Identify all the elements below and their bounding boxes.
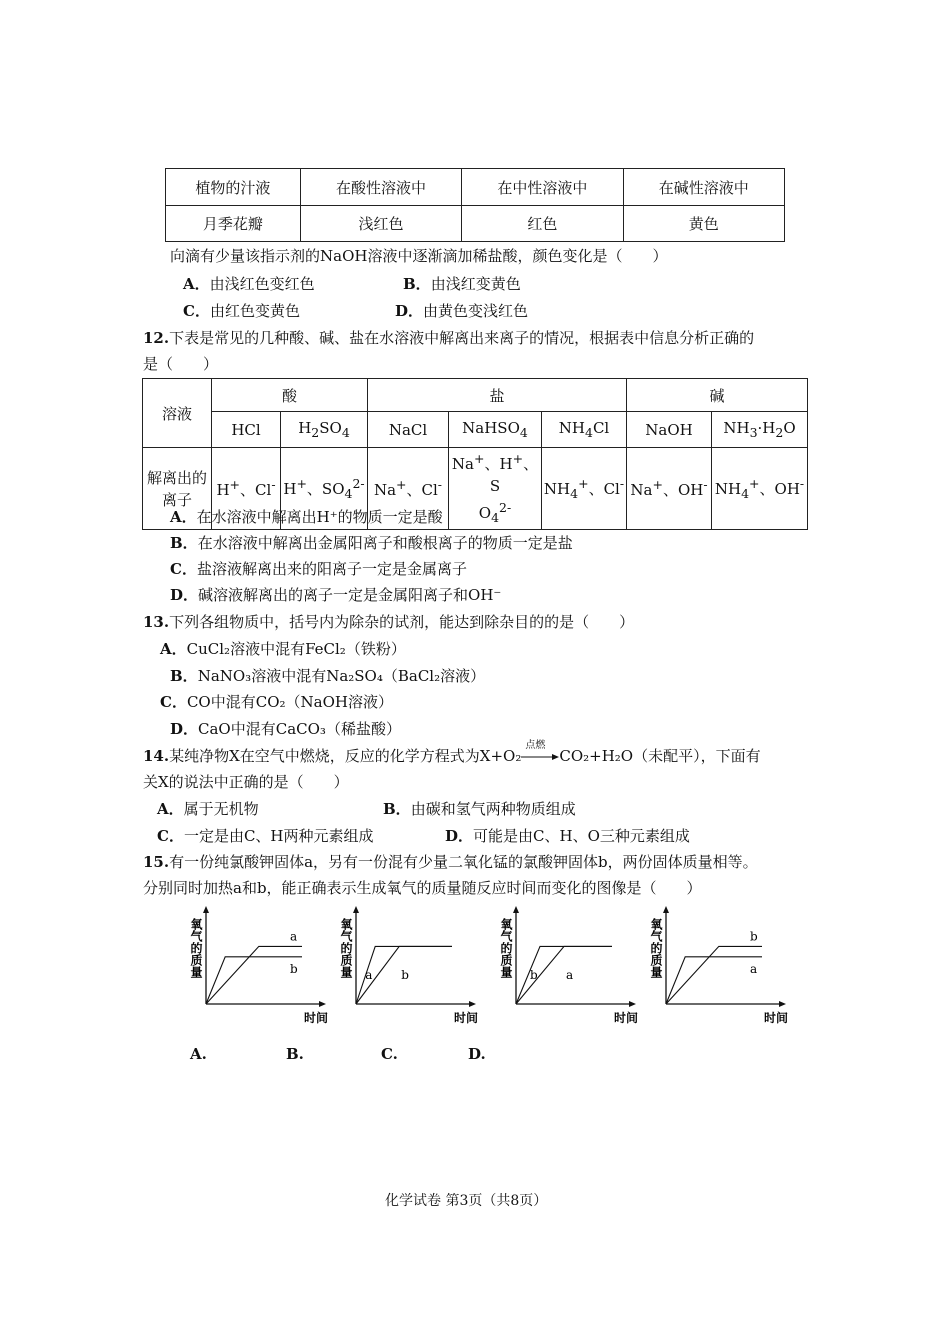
table-cell: $NH_4Cl$ xyxy=(542,412,627,448)
x-axis-arrow-icon xyxy=(629,1001,636,1007)
series-label-b: b xyxy=(750,929,758,944)
series-line-b xyxy=(666,946,762,1004)
option-label-a: A. xyxy=(190,1045,207,1063)
table-cell: NaHSO$_4$ xyxy=(449,412,542,448)
y-axis-label: 氧气的质量 xyxy=(649,918,663,978)
q12-stem-2: 是（ ） xyxy=(143,355,219,373)
x-axis-arrow-icon xyxy=(469,1001,476,1007)
page-footer: 化学试卷 第3页（共8页） xyxy=(385,1193,548,1209)
x-axis-label: 时间 xyxy=(304,1011,329,1025)
reaction-condition: 点燃 xyxy=(525,740,546,751)
table-cell: 在碱性溶液中 xyxy=(623,169,784,206)
y-axis-arrow-icon xyxy=(663,906,669,913)
series-label-b: b xyxy=(290,961,298,976)
x-axis-label: 时间 xyxy=(454,1011,479,1025)
chart-d xyxy=(640,898,790,1028)
y-axis-arrow-icon xyxy=(513,906,519,913)
q11-option-d: D．由黄色变浅红色 xyxy=(395,302,529,320)
table-cell: $NH_3\cdot H_2O$ xyxy=(712,412,808,448)
table-cell: HCl xyxy=(212,412,281,448)
q13-option-b: B．NaNO₃溶液中混有Na₂SO₄（BaCl₂溶液） xyxy=(170,667,486,685)
q13-option-d: D．CaO中混有CaCO₃（稀盐酸） xyxy=(170,720,401,738)
table-cell: H+、$SO_4^{2-}$ xyxy=(281,448,368,530)
option-label-b: B. xyxy=(286,1045,304,1063)
series-label-a: a xyxy=(566,967,574,982)
series-line-b xyxy=(206,957,302,1004)
table-cell: 红色 xyxy=(462,206,623,242)
x-axis-arrow-icon xyxy=(319,1001,326,1007)
option-label-c: C. xyxy=(381,1045,398,1063)
q13-option-c: C．CO中混有CO₂（NaOH溶液） xyxy=(160,693,393,711)
table-cell: Na+、OH- xyxy=(627,448,712,530)
table-cell: 黄色 xyxy=(623,206,784,242)
table-cell: NaCl xyxy=(368,412,449,448)
x-axis-label: 时间 xyxy=(614,1011,639,1025)
q15-stem-2: 分别同时加热a和b，能正确表示生成氧气的质量随反应时间而变化的图像是（ ） xyxy=(143,879,702,897)
q14-option-d: D．可能是由C、H、O三种元素组成 xyxy=(445,827,690,845)
q11-option-b: B．由浅红变黄色 xyxy=(403,275,521,293)
table-cell: $H_2SO_4$ xyxy=(281,412,368,448)
chart-b xyxy=(330,898,480,1028)
series-label-b: b xyxy=(401,967,409,982)
q13-stem: 13.下列各组物质中，括号内为除杂的试剂，能达到除杂目的的是（ ） xyxy=(143,613,635,631)
series-label-a: a xyxy=(750,961,758,976)
table-cell: Na+、H+、S $O_4^{2-}$ xyxy=(449,448,542,530)
table-cell: 碱 xyxy=(627,379,808,412)
y-axis-label: 氧气的质量 xyxy=(189,918,203,978)
option-label-d: D. xyxy=(468,1045,486,1063)
q15-stem: 15.有一份纯氯酸钾固体a，另有一份混有少量二氧化锰的氯酸钾固体b，两份固体质量相等。 xyxy=(143,853,758,871)
table-cell: 月季花瓣 xyxy=(166,206,301,242)
q12-option-b: B．在水溶液中解离出金属阳离子和酸根离子的物质一定是盐 xyxy=(170,534,573,552)
chart-a xyxy=(180,898,330,1028)
series-line-a xyxy=(206,946,302,1004)
series-label-b: b xyxy=(530,967,538,982)
table-cell: 在中性溶液中 xyxy=(462,169,623,206)
q12-option-d: D．碱溶液解离出的离子一定是金属阳离子和OH⁻ xyxy=(170,586,502,604)
reaction-arrow-icon xyxy=(521,753,559,761)
y-axis-arrow-icon xyxy=(353,906,359,913)
table-cell: NaOH xyxy=(627,412,712,448)
table-cell: Na+、Cl- xyxy=(368,448,449,530)
table-cell: 酸 xyxy=(212,379,368,412)
y-axis-label: 氧气的质量 xyxy=(339,918,353,978)
series-label-a: a xyxy=(365,967,373,982)
q13-option-a: A．CuCl₂溶液中混有FeCl₂（铁粉） xyxy=(160,640,406,658)
y-axis-arrow-icon xyxy=(203,906,209,913)
series-line-a xyxy=(666,957,762,1004)
q11-stem: 向滴有少量该指示剂的NaOH溶液中逐渐滴加稀盐酸，颜色变化是（ ） xyxy=(170,247,668,265)
indicator-table xyxy=(165,168,785,242)
q12-stem: 12.下表是常见的几种酸、碱、盐在水溶液中解离出来离子的情况，根据表中信息分析正确的 xyxy=(143,329,755,347)
q12-option-c: C．盐溶液解离出来的阳离子一定是金属离子 xyxy=(170,560,467,578)
table-cell: $NH_4^+$、Cl- xyxy=(542,448,627,530)
table-cell: 植物的汁液 xyxy=(166,169,301,206)
chart-c xyxy=(490,898,640,1028)
q14-option-c: C．一定是由C、H两种元素组成 xyxy=(157,827,374,845)
series-label-a: a xyxy=(290,929,298,944)
table-cell: 在酸性溶液中 xyxy=(300,169,461,206)
q12-option-a: A．在水溶液中解离出H⁺的物质一定是酸 xyxy=(170,508,443,526)
q11-option-a: A．由浅红色变红色 xyxy=(183,275,315,293)
q14-option-b: B．由碳和氢气两种物质组成 xyxy=(383,800,576,818)
table-cell: 溶液 xyxy=(143,379,212,448)
q14-stem-2: 关X的说法中正确的是（ ） xyxy=(143,773,349,791)
x-axis-arrow-icon xyxy=(779,1001,786,1007)
table-cell: $NH_4^+$、OH- xyxy=(712,448,808,530)
q14-option-a: A．属于无机物 xyxy=(157,800,259,818)
x-axis-label: 时间 xyxy=(764,1011,789,1025)
q14-stem: 14.某纯净物X在空气中燃烧，反应的化学方程式为X+O₂ 点燃 CO₂+H₂O（未配平），下面有 xyxy=(143,745,761,766)
table-cell: 解离出的离子 xyxy=(143,448,212,530)
table-cell: H+、Cl- xyxy=(212,448,281,530)
q11-option-c: C．由红色变黄色 xyxy=(183,302,300,320)
y-axis-label: 氧气的质量 xyxy=(499,918,513,978)
table-cell: 盐 xyxy=(368,379,627,412)
table-cell: 浅红色 xyxy=(300,206,461,242)
